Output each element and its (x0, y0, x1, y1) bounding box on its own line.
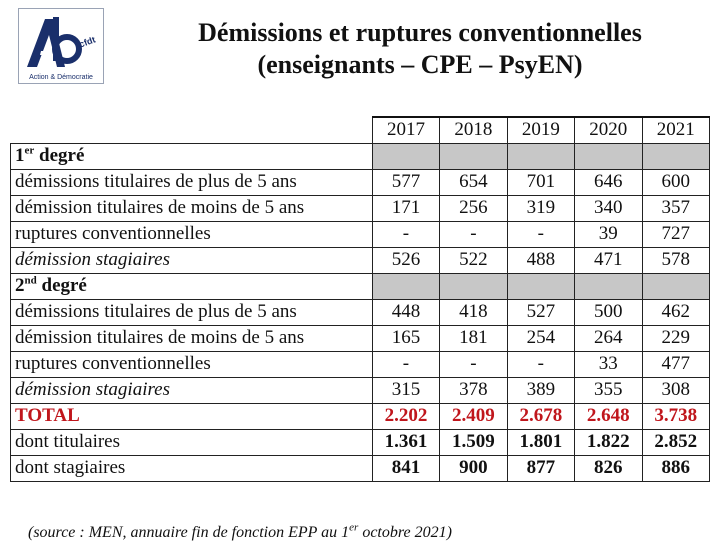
source-sup: er (349, 521, 359, 534)
value-cell: 256 (440, 195, 507, 221)
table-row (11, 403, 710, 429)
section-label (11, 143, 373, 169)
section-fill-cell (507, 273, 574, 299)
value-cell: 477 (642, 351, 710, 377)
value-cell: - (507, 221, 574, 247)
value-cell: 1.801 (507, 429, 574, 455)
value-cell: - (372, 351, 439, 377)
table-row (11, 221, 710, 247)
value-cell: 2.678 (507, 403, 574, 429)
value-cell: 462 (642, 299, 710, 325)
section-fill-cell (440, 273, 507, 299)
row-label: démission titulaires de moins de 5 ans (11, 195, 373, 221)
year-header: 2019 (507, 117, 574, 143)
table-row (11, 351, 710, 377)
year-header: 2018 (440, 117, 507, 143)
value-cell: 577 (372, 169, 439, 195)
data-table (10, 116, 710, 482)
value-cell: 471 (575, 247, 642, 273)
year-header: 2021 (642, 117, 710, 143)
value-cell: 355 (575, 377, 642, 403)
value-cell: 340 (575, 195, 642, 221)
logo-caption: Action & Démocratie (29, 74, 93, 81)
section-fill-cell (642, 273, 710, 299)
value-cell: 488 (507, 247, 574, 273)
value-cell: 654 (440, 169, 507, 195)
logo (18, 8, 104, 84)
value-cell: 886 (642, 455, 710, 481)
value-cell: 600 (642, 169, 710, 195)
source-note (28, 521, 452, 542)
value-cell: 578 (642, 247, 710, 273)
page-title: Démissions et ruptures conventionnelles (198, 18, 642, 47)
value-cell: 1.361 (372, 429, 439, 455)
value-cell: 39 (575, 221, 642, 247)
value-cell: 2.202 (372, 403, 439, 429)
value-cell: 171 (372, 195, 439, 221)
value-cell: 1.822 (575, 429, 642, 455)
section-number: 1 (15, 145, 25, 166)
row-label: démission stagiaires (11, 247, 373, 273)
table-row (11, 169, 710, 195)
value-cell: 646 (575, 169, 642, 195)
value-cell: 181 (440, 325, 507, 351)
table-row (11, 247, 710, 273)
section-row (11, 143, 710, 169)
section-fill-cell (575, 273, 642, 299)
section-word: degré (36, 275, 87, 296)
value-cell: - (372, 221, 439, 247)
table-row (11, 195, 710, 221)
value-cell: 2.648 (575, 403, 642, 429)
section-fill-cell (440, 143, 507, 169)
table-row (11, 299, 710, 325)
value-cell: 389 (507, 377, 574, 403)
value-cell: 522 (440, 247, 507, 273)
section-fill-cell (372, 273, 439, 299)
header-empty-cell (11, 117, 373, 143)
value-cell: - (440, 221, 507, 247)
value-cell: 900 (440, 455, 507, 481)
section-fill-cell (372, 143, 439, 169)
value-cell: 308 (642, 377, 710, 403)
section-fill-cell (507, 143, 574, 169)
row-label: ruptures conventionnelles (11, 221, 373, 247)
source-text: (source : MEN, annuaire fin de fonction EPP au 1 (28, 524, 350, 541)
value-cell: 315 (372, 377, 439, 403)
value-cell: 357 (642, 195, 710, 221)
page-subtitle: (enseignants – CPE – PsyEN) (257, 50, 583, 79)
table-row (11, 325, 710, 351)
value-cell: 264 (575, 325, 642, 351)
section-fill-cell (642, 143, 710, 169)
source-text-end: octobre 2021) (358, 524, 452, 541)
section-fill-cell (575, 143, 642, 169)
value-cell: 165 (372, 325, 439, 351)
row-label: ruptures conventionnelles (11, 351, 373, 377)
table-row (11, 455, 710, 481)
value-cell: 33 (575, 351, 642, 377)
section-word: degré (34, 145, 85, 166)
row-label: TOTAL (11, 403, 373, 429)
value-cell: 254 (507, 325, 574, 351)
value-cell: 1.509 (440, 429, 507, 455)
row-label: démission titulaires de moins de 5 ans (11, 325, 373, 351)
row-label: démissions titulaires de plus de 5 ans (11, 299, 373, 325)
table-row (11, 377, 710, 403)
row-label: dont titulaires (11, 429, 373, 455)
header-row (11, 117, 710, 143)
value-cell: 418 (440, 299, 507, 325)
value-cell: - (440, 351, 507, 377)
value-cell: 527 (507, 299, 574, 325)
section-label (11, 273, 373, 299)
value-cell: 2.852 (642, 429, 710, 455)
row-label: démissions titulaires de plus de 5 ans (11, 169, 373, 195)
section-sup: er (24, 144, 35, 157)
value-cell: - (507, 351, 574, 377)
value-cell: 3.738 (642, 403, 710, 429)
value-cell: 2.409 (440, 403, 507, 429)
logo-badge: cfdt (77, 34, 97, 50)
section-number: 2 (15, 275, 25, 296)
value-cell: 500 (575, 299, 642, 325)
year-header: 2020 (575, 117, 642, 143)
section-sup: nd (24, 274, 37, 287)
row-label: dont stagiaires (11, 455, 373, 481)
value-cell: 526 (372, 247, 439, 273)
value-cell: 877 (507, 455, 574, 481)
value-cell: 841 (372, 455, 439, 481)
section-row (11, 273, 710, 299)
value-cell: 319 (507, 195, 574, 221)
table-row (11, 429, 710, 455)
value-cell: 378 (440, 377, 507, 403)
year-header: 2017 (372, 117, 439, 143)
value-cell: 727 (642, 221, 710, 247)
value-cell: 448 (372, 299, 439, 325)
row-label: démission stagiaires (11, 377, 373, 403)
value-cell: 229 (642, 325, 710, 351)
value-cell: 826 (575, 455, 642, 481)
value-cell: 701 (507, 169, 574, 195)
